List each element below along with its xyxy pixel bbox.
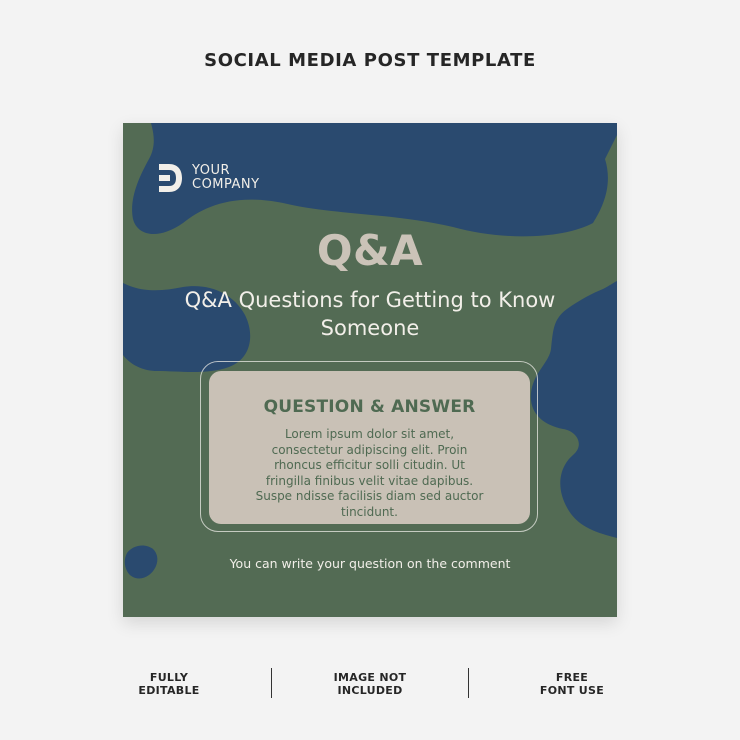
brand-name — [192, 164, 260, 192]
feature-free-font-use — [492, 671, 652, 697]
feature-divider — [271, 668, 272, 698]
brand-lockup — [157, 163, 260, 193]
post-heading: Q&A — [316, 226, 424, 275]
feature-divider — [468, 668, 469, 698]
feature-label-line2: EDITABLE — [138, 684, 200, 697]
card-body: Lorem ipsum dolor sit amet, consectetur adipiscing elit. Proin rhoncus efficitur solli citudin. Ut fringilla finibus velit vitae dapibus. Suspe ndisse facilisis diam sed auctor tincidunt. — [255, 427, 484, 519]
feature-label-line1: FREE — [555, 671, 589, 684]
feature-fully-editable — [89, 671, 249, 697]
feature-label-line1: FULLY — [149, 671, 189, 684]
brand-name-line2: COMPANY — [192, 177, 260, 192]
card-title: QUESTION & ANSWER — [263, 397, 476, 417]
feature-image-not-included — [290, 671, 450, 697]
feature-label-line2: FONT USE — [539, 684, 605, 697]
feature-label-line2: INCLUDED — [337, 684, 403, 697]
feature-label-line1: IMAGE NOT — [333, 671, 407, 684]
brand-name-line1: YOUR — [192, 163, 231, 178]
post-footer-note: You can write your question on the comment — [229, 556, 511, 571]
page-title: SOCIAL MEDIA POST TEMPLATE — [204, 50, 536, 71]
question-card — [209, 371, 530, 524]
company-logo-icon — [157, 163, 183, 193]
social-post-preview — [123, 123, 617, 617]
post-subtitle: Q&A Questions for Getting to Know Someone — [184, 288, 556, 340]
